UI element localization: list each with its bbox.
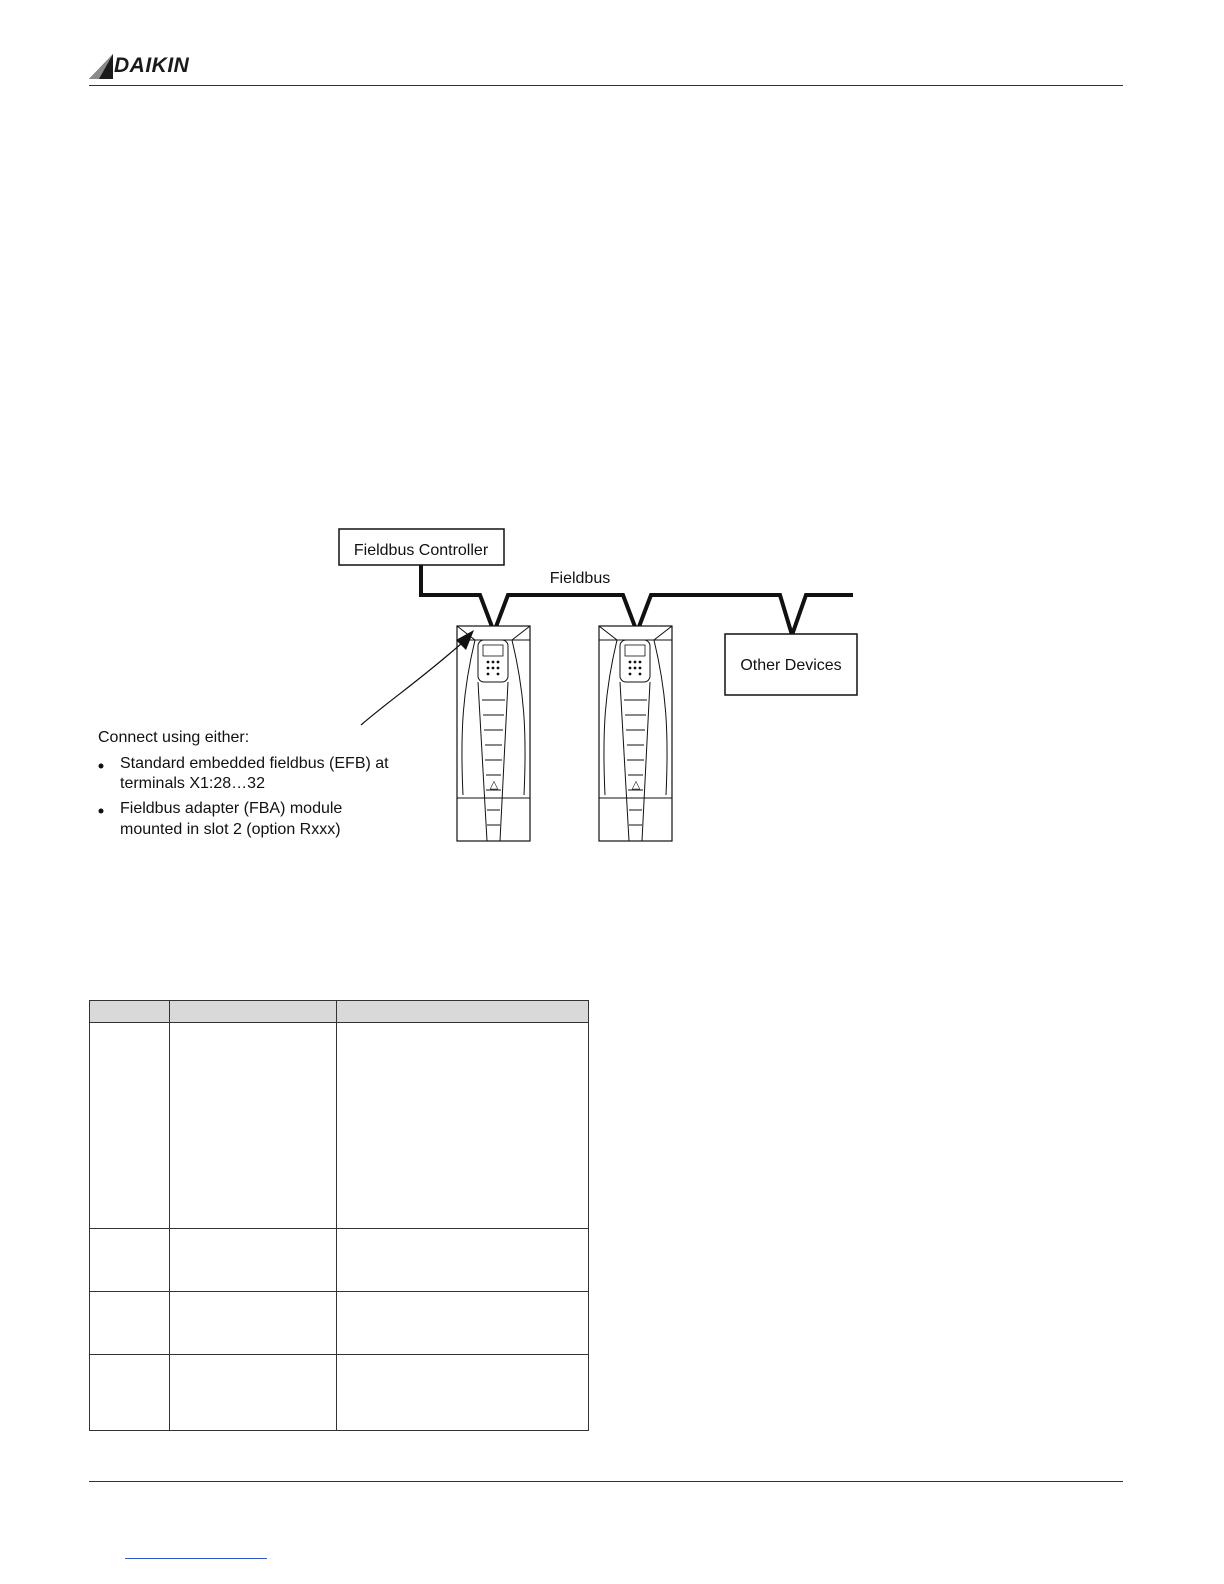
header-rule — [89, 85, 1123, 86]
bullet-2-line-1: Fieldbus adapter (FBA) module — [120, 800, 343, 817]
table-row — [90, 1292, 589, 1355]
note-title: Connect using either: — [98, 729, 250, 746]
table-header-cell — [90, 1001, 170, 1023]
other-devices-label: Other Devices — [740, 657, 842, 674]
footer-rule — [89, 1481, 1123, 1482]
table-cell — [337, 1023, 589, 1229]
fieldbus-controller-label: Fieldbus Controller — [353, 542, 489, 559]
table-header-cell — [170, 1001, 337, 1023]
fieldbus-diagram — [90, 520, 870, 850]
daikin-logo — [89, 52, 229, 80]
table-row — [90, 1229, 589, 1292]
fieldbus-label: Fieldbus — [549, 570, 611, 587]
bullet-2-line-2: mounted in slot 2 (option Rxxx) — [120, 821, 341, 838]
bullet-dot-2 — [99, 809, 104, 814]
table-cell — [337, 1355, 589, 1431]
table-row — [90, 1355, 589, 1431]
table-header-cell — [337, 1001, 589, 1023]
drive-2-symbol: △ — [631, 779, 641, 791]
footer-link-underline[interactable] — [125, 1558, 267, 1559]
table-cell — [170, 1023, 337, 1229]
drive-1-symbol: △ — [489, 779, 499, 791]
table-cell — [337, 1292, 589, 1355]
drive-unit-1 — [457, 626, 530, 841]
bullet-dot-1 — [99, 764, 104, 769]
table-cell — [170, 1292, 337, 1355]
table-cell — [90, 1355, 170, 1431]
bullet-1-line-1: Standard embedded fieldbus (EFB) at — [120, 755, 389, 772]
table-row — [90, 1023, 589, 1229]
pointer-arrow — [361, 643, 462, 725]
bullet-1-line-2: terminals X1:28…32 — [120, 775, 265, 792]
table-cell — [337, 1229, 589, 1292]
table-header-row — [90, 1001, 589, 1023]
table-cell — [90, 1023, 170, 1229]
table-cell — [90, 1229, 170, 1292]
fieldbus-line — [421, 565, 853, 635]
daikin-triangle-mark-icon — [89, 52, 115, 80]
table-cell — [90, 1292, 170, 1355]
table-cell — [170, 1229, 337, 1292]
drive-unit-2 — [599, 626, 672, 841]
parameter-table — [89, 1000, 589, 1431]
brand-name: DAIKIN — [114, 54, 190, 77]
table-cell — [170, 1355, 337, 1431]
